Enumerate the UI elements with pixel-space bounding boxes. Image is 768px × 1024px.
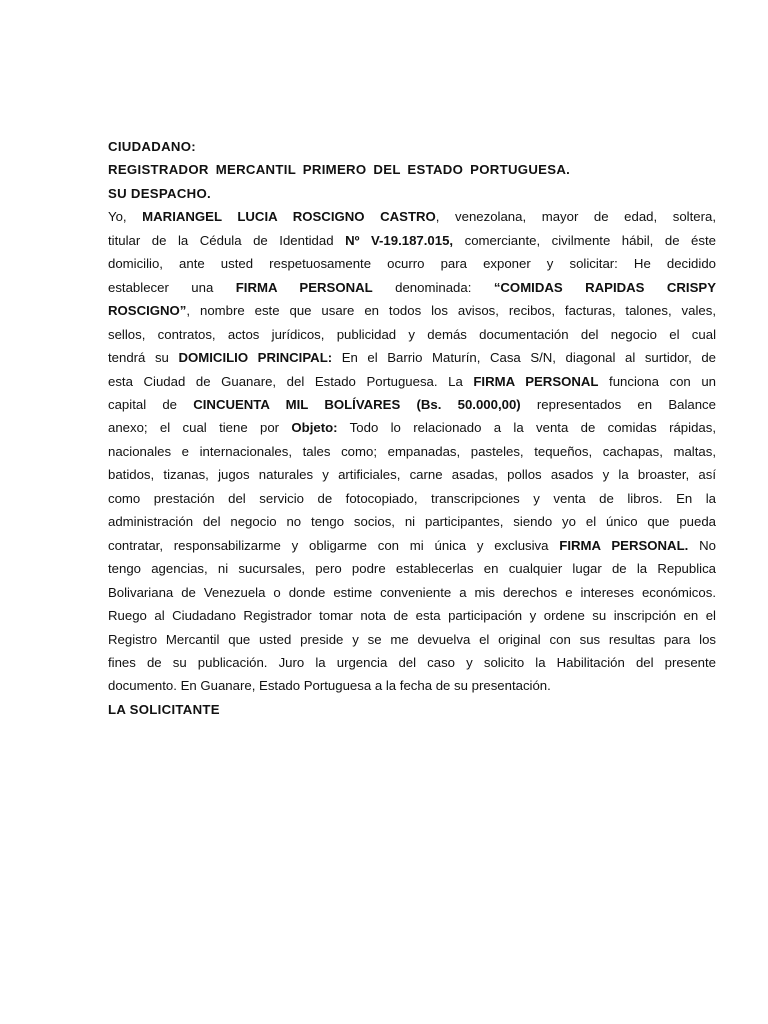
body-line: documento. En Guanare, Estado Portuguesa a la fecha de su presentación. [108, 678, 551, 694]
body-line: domicilio, ante usted respetuosamente ocurro para exponer y solicitar: He decidido [108, 256, 716, 272]
text: funciona con un [598, 373, 716, 389]
body-line: como prestación del servicio de fotocopiado, transcripciones y venta de libros. En la [108, 490, 716, 506]
letter-content [108, 135, 716, 721]
text: representados en Balance [520, 396, 716, 412]
business-name: “COMIDAS RAPIDAS CRISPY [493, 279, 716, 295]
capital-amount: CINCUENTA MIL BOLÍVARES (Bs. 50.000,00) [193, 396, 521, 412]
text: No [688, 537, 716, 553]
business-name-cont: ROSCIGNO” [108, 303, 187, 319]
text: Todo lo relacionado a la venta de comidas rápidas, [337, 420, 716, 436]
text: titular de la Cédula de Identidad [108, 232, 346, 248]
applicant-name: MARIANGEL LUCIA ROSCIGNO CASTRO [142, 209, 436, 225]
id-number: Nº V-19.187.015, [345, 232, 454, 248]
body-line [108, 229, 716, 252]
body-line: fines de su publicación. Juro la urgencia del caso y solicito la Habilitación del presente [108, 654, 716, 670]
addressee-registrador: REGISTRADOR MERCANTIL PRIMERO DEL ESTADO PORTUGUESA. [108, 162, 571, 178]
body-line: Ruego al Ciudadano Registrador tomar nota de esta participación y ordene su inscripción en el [108, 608, 716, 624]
text: contratar, responsabilizarme y obligarme con mi única y exclusiva [108, 537, 560, 553]
firma-personal-text: FIRMA PERSONAL [235, 279, 373, 295]
text: Yo, [108, 209, 143, 225]
text: comerciante, civilmente hábil, de éste [453, 232, 716, 248]
body-line [108, 534, 716, 557]
body-line [108, 346, 716, 369]
text: , venezolana, mayor de edad, soltera, [435, 209, 716, 225]
body-line: tengo agencias, ni sucursales, pero podre establecerlas en cualquier lugar de la Republica [108, 561, 716, 577]
text: anexo; el cual tiene por [108, 420, 292, 436]
addressee-ciudadano: CIUDADANO: [108, 139, 196, 154]
body-line: Bolivariana de Venezuela o donde estime conveniente a mis derechos e intereses económicos. [108, 584, 716, 600]
body-line [108, 393, 716, 416]
body-line: Registro Mercantil que usted preside y se me devuelva el original con sus resultas para los [108, 631, 716, 647]
body-line: batidos, tizanas, jugos naturales y artificiales, carne asadas, pollos asados y la broaster, así [108, 467, 716, 483]
text: esta Ciudad de Guanare, del Estado Portuguesa. La [108, 373, 474, 389]
body-line [108, 276, 716, 299]
firma-personal-text: FIRMA PERSONAL. [559, 537, 689, 553]
body-line: sellos, contratos, actos jurídicos, publicidad y demás documentación del negocio el cual [108, 326, 716, 342]
body-line [108, 299, 716, 322]
body-line [108, 370, 716, 393]
text: , nombre este que usare en todos los avisos, recibos, facturas, talones, vales, [186, 303, 716, 319]
text: En el Barrio Maturín, Casa S/N, diagonal al surtidor, de [332, 350, 716, 366]
text: tendrá su [108, 350, 179, 366]
text: establecer una [108, 279, 236, 295]
domicilio-label: DOMICILIO PRINCIPAL: [178, 350, 333, 366]
body-line: nacionales e internacionales, tales como; empanadas, pasteles, tequeños, cachapas, maltas, [108, 443, 716, 459]
body-line [108, 416, 716, 439]
body-line [108, 205, 716, 228]
firma-personal-text: FIRMA PERSONAL [473, 373, 599, 389]
body-line: administración del negocio no tengo socios, ni participantes, siendo yo el único que pueda [108, 514, 716, 530]
text: capital de [108, 396, 194, 412]
text: denominada: [372, 279, 494, 295]
addressee-despacho: SU DESPACHO. [108, 185, 212, 201]
signature-caption: LA SOLICITANTE [108, 701, 220, 717]
objeto-label: Objeto: [291, 420, 338, 436]
letter-body [108, 205, 716, 698]
